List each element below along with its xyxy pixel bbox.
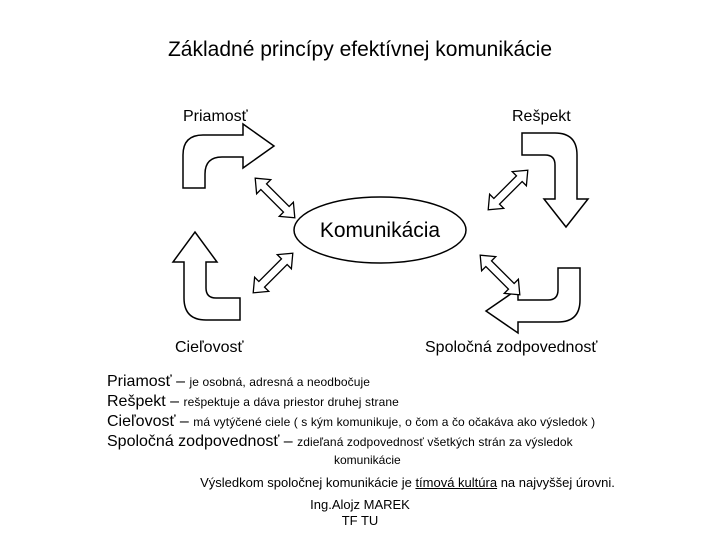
center-label: Komunikácia [319, 219, 441, 242]
result-emphasis: tímová kultúra [415, 475, 498, 490]
double-arrow-top-left-icon [248, 171, 302, 225]
definition-continuation: komunikácie [334, 453, 401, 467]
label-bottom-right: Spoločná zodpovednosť [425, 339, 598, 356]
definition-item [107, 372, 717, 392]
definition-desc: zdieľaná zodpovednosť všetkých strán za výsledok [297, 435, 573, 449]
definition-item [107, 432, 717, 452]
result-before: Výsledkom spoločnej komunikácie je [200, 475, 416, 490]
label-bottom-left: Cieľovosť [175, 339, 244, 356]
curved-arrow-bottom-left-icon [173, 232, 240, 320]
definition-item [107, 412, 717, 432]
definition-term: Rešpekt – [107, 393, 184, 410]
definition-term: Priamosť – [107, 373, 190, 390]
definition-desc: rešpektuje a dáva priestor druhej strane [183, 395, 399, 409]
double-arrow-top-right-icon [481, 163, 535, 217]
definition-desc: je osobná, adresná a neodbočuje [189, 375, 371, 389]
definition-desc: má vytýčené ciele ( s kým komunikuje, o čom a čo očakáva ako výsledok ) [193, 415, 596, 429]
definition-term: Spoločná zodpovednosť – [107, 433, 298, 450]
result-after: na najvyššej úrovni. [497, 475, 615, 490]
label-top-right: Rešpekt [512, 108, 571, 125]
double-arrow-bottom-left-icon [246, 246, 300, 300]
label-top-left: Priamosť [183, 108, 248, 125]
result-sentence [0, 475, 720, 490]
definition-term: Cieľovosť – [107, 413, 194, 430]
author-org: TF TU [341, 513, 379, 528]
author-name: Ing.Alojz MAREK [310, 497, 410, 512]
author-block [280, 497, 440, 529]
definitions-list [107, 372, 717, 468]
definition-item [107, 392, 717, 412]
double-arrow-bottom-right-icon [473, 248, 527, 302]
curved-arrow-top-right-icon [522, 133, 588, 227]
page-title: Základné princípy efektívnej komunikácie [167, 38, 553, 61]
